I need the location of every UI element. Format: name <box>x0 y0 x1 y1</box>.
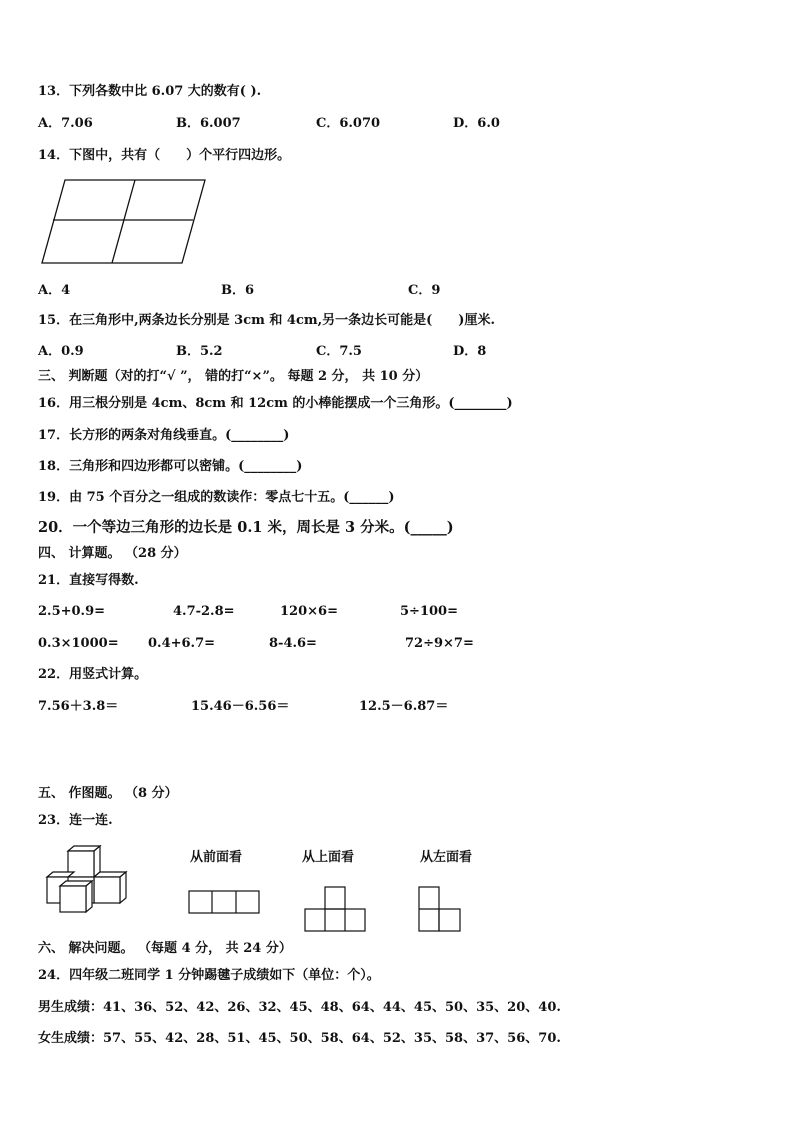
q22-expr: 7.56＋3.8＝ <box>38 699 119 714</box>
q15-stem: 15．在三角形中,两条边长分别是 3cm 和 4cm,另一条边长可能是( )厘米. <box>38 313 495 328</box>
q14-option-c: C．9 <box>408 283 441 298</box>
view-label-front: 从前面看 <box>190 850 243 865</box>
q21-expr: 8-4.6= <box>269 636 317 651</box>
q13-option-b: B．6.007 <box>176 116 241 131</box>
q14-option-a: A．4 <box>38 283 71 298</box>
q15-option-d: D．8 <box>453 344 487 359</box>
q21-expr: 4.7-2.8= <box>173 604 235 619</box>
view-label-top: 从上面看 <box>302 850 355 865</box>
q17-text: 17．长方形的两条对角线垂直。(________) <box>38 428 290 443</box>
q21-expr: 0.3×1000= <box>38 636 119 651</box>
q22-expr: 15.46－6.56＝ <box>191 699 290 714</box>
front-view-shape <box>188 888 260 916</box>
view-label-left: 从左面看 <box>420 850 473 865</box>
q24-stem: 24．四年级二班同学 1 分钟踢毽子成绩如下（单位：个）。 <box>38 968 380 983</box>
q14-option-b: B．6 <box>221 283 255 298</box>
q21-expr: 5÷100= <box>400 604 458 619</box>
q13-option-c: C．6.070 <box>316 116 381 131</box>
q21-expr: 2.5+0.9= <box>38 604 106 619</box>
q16-text: 16．用三根分别是 4cm、8cm 和 12cm 的小棒能摆成一个三角形。(________) <box>38 396 513 411</box>
q13-stem: 13．下列各数中比 6.07 大的数有( ). <box>38 84 262 99</box>
q22-stem: 22．用竖式计算。 <box>38 667 148 682</box>
q18-text: 18．三角形和四边形都可以密铺。(________) <box>38 459 303 474</box>
parallelogram-figure <box>40 176 210 268</box>
q19-text: 19．由 75 个百分之一组成的数读作：零点七十五。(______) <box>38 490 395 505</box>
q22-expr: 12.5－6.87＝ <box>359 699 449 714</box>
q24-girls-scores: 女生成绩：57、55、42、28、51、45、50、58、64、52、35、58、37、56、70. <box>38 1031 561 1046</box>
section-3-heading: 三、 判断题（对的打“√ ”， 错的打“×”。 每题 2 分， 共 10 分） <box>38 369 429 384</box>
q14-stem: 14．下图中，共有（ ）个平行四边形。 <box>38 148 291 163</box>
q15-option-c: C．7.5 <box>316 344 362 359</box>
q21-stem: 21．直接写得数. <box>38 573 139 588</box>
q15-option-b: B．5.2 <box>176 344 223 359</box>
section-6-heading: 六、 解决问题。 （每题 4 分， 共 24 分） <box>38 941 292 956</box>
section-5-heading: 五、 作图题。 （8 分） <box>38 786 178 801</box>
q13-option-a: A．7.06 <box>38 116 93 131</box>
q13-option-d: D．6.0 <box>453 116 500 131</box>
q21-expr: 120×6= <box>280 604 338 619</box>
q24-boys-scores: 男生成绩：41、36、52、42、26、32、45、48、64、44、45、50、35、20、40. <box>38 1000 561 1015</box>
q21-expr: 0.4+6.7= <box>148 636 216 651</box>
q23-stem: 23．连一连. <box>38 813 113 828</box>
q20-text: 20．一个等边三角形的边长是 0.1 米，周长是 3 分米。(_____) <box>38 519 454 536</box>
q21-expr: 72÷9×7= <box>405 636 474 651</box>
q15-option-a: A．0.9 <box>38 344 84 359</box>
cube-stack-figure <box>42 844 134 914</box>
left-view-shape <box>418 886 462 932</box>
top-view-shape <box>304 886 366 932</box>
section-4-heading: 四、 计算题。 （28 分） <box>38 546 187 561</box>
